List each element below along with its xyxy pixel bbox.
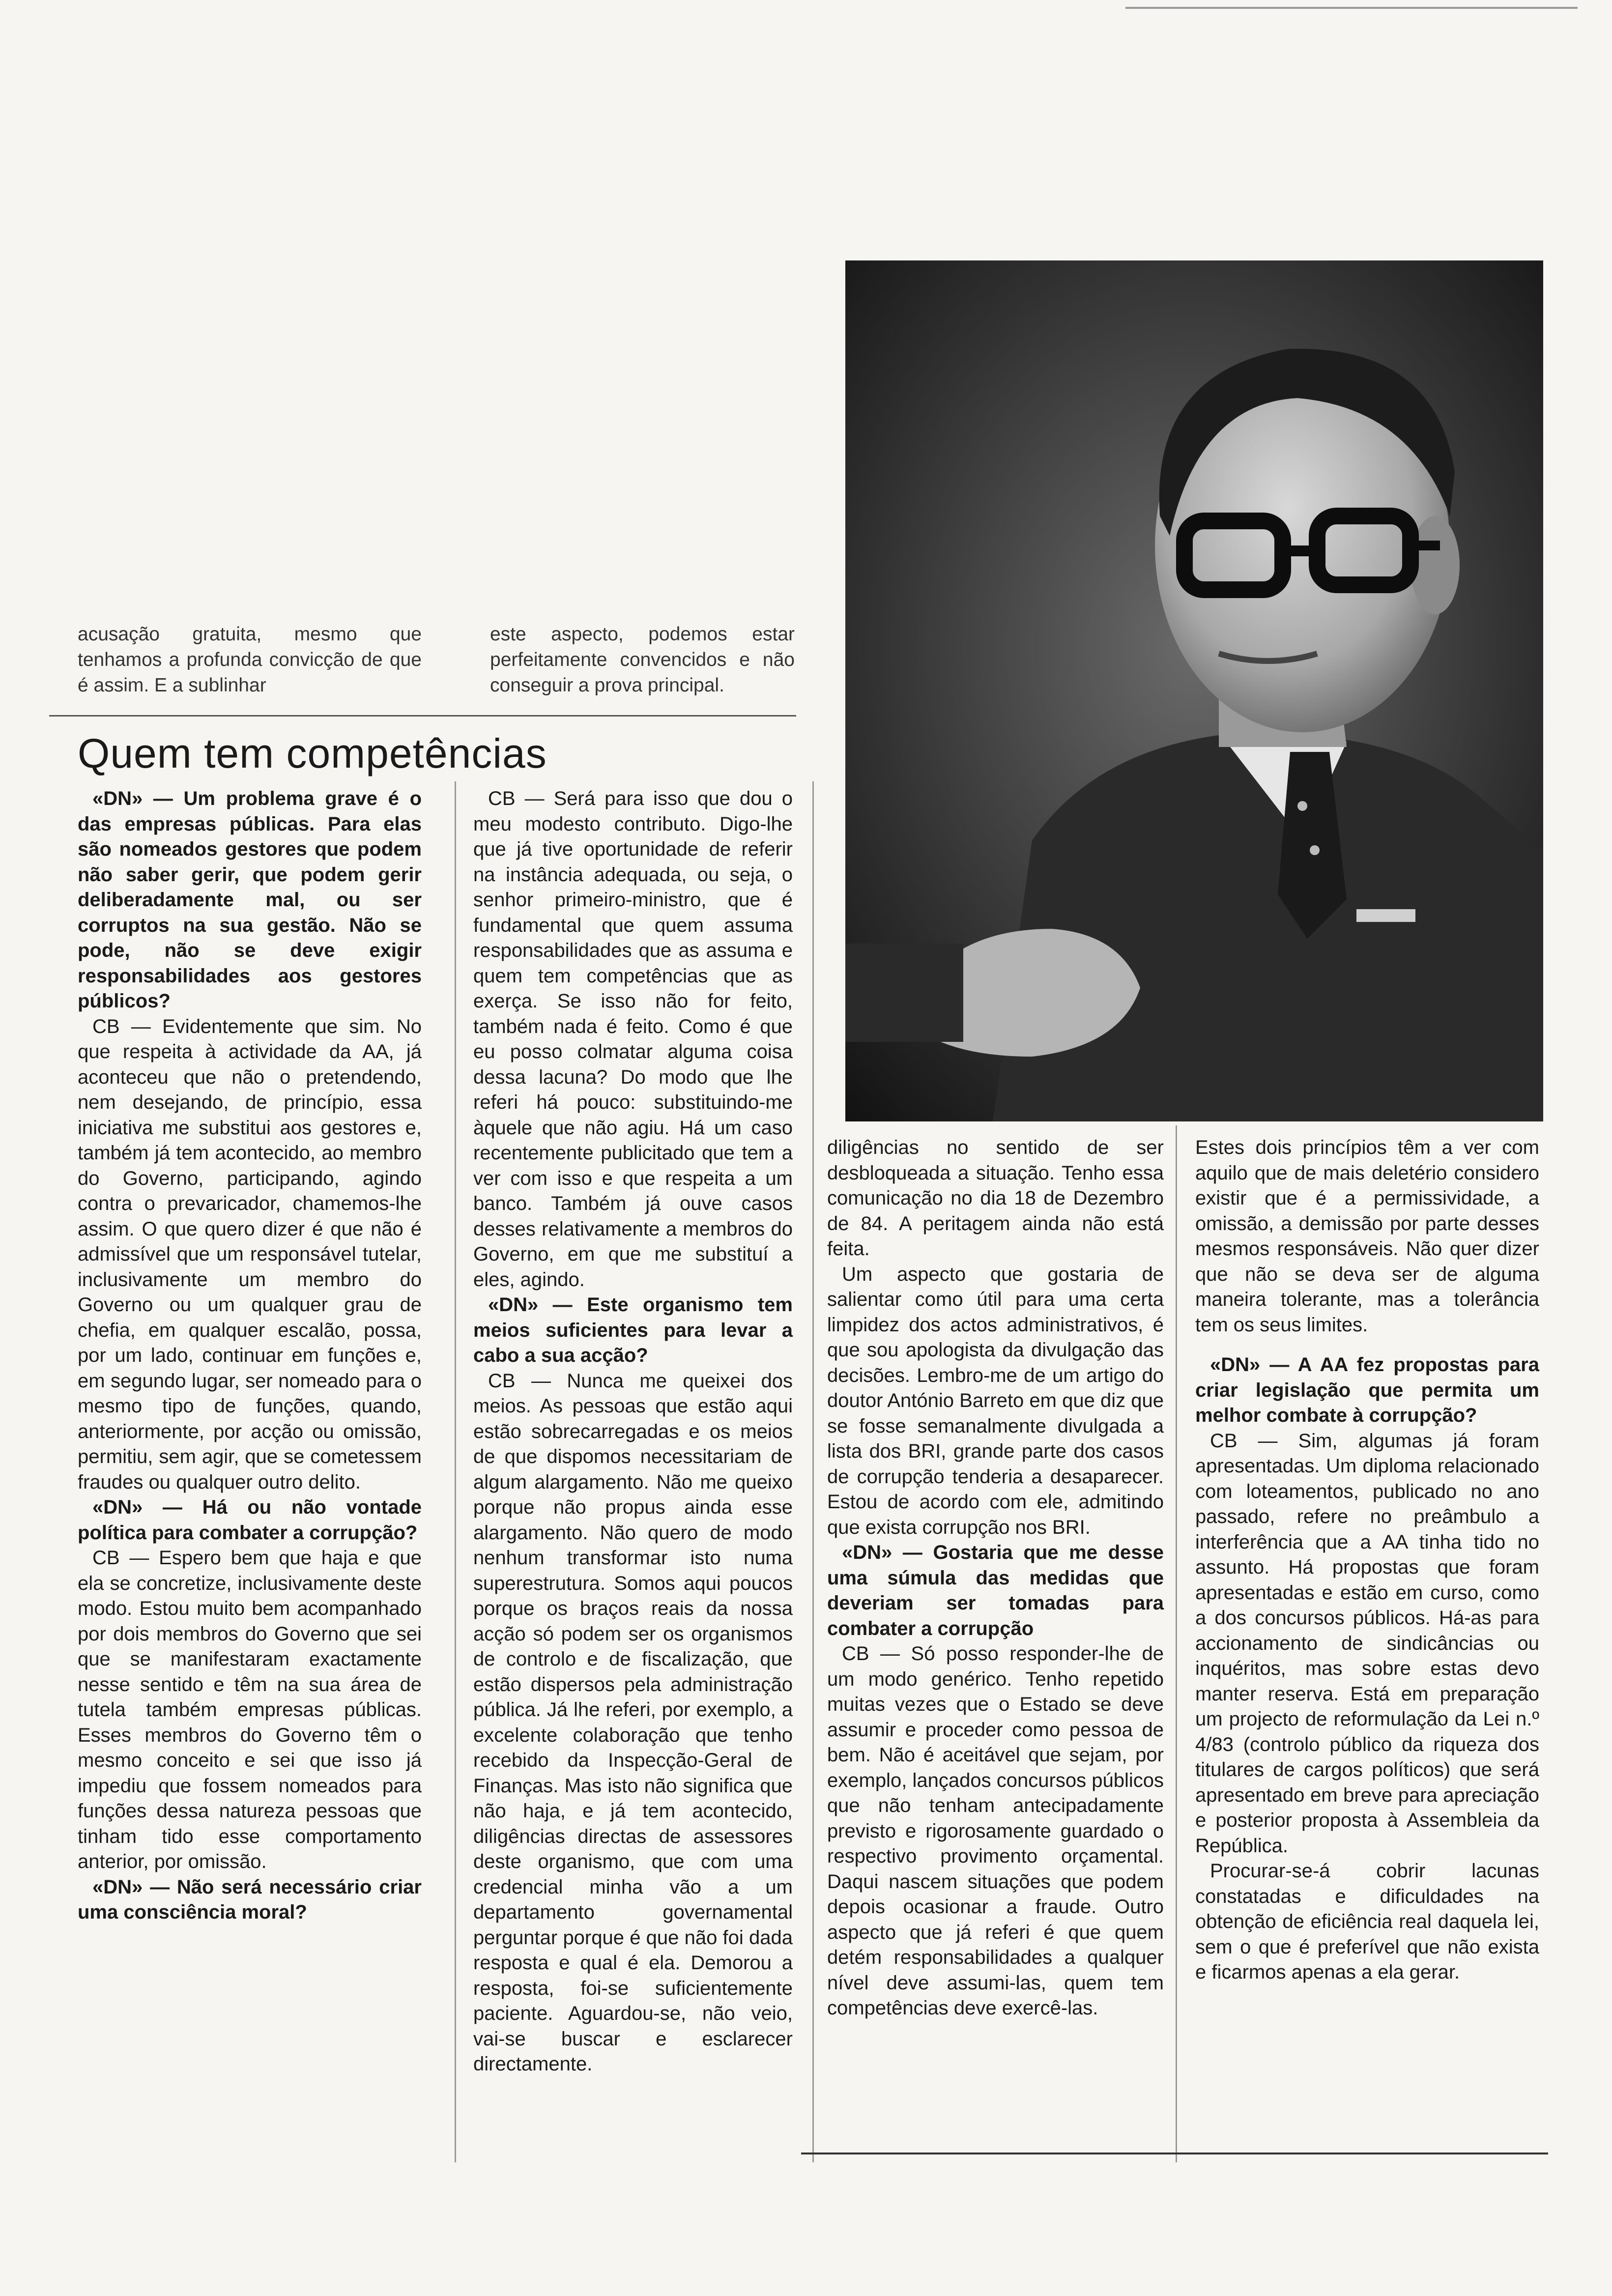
question: «DN» — Não será necessário criar uma consciência moral?	[78, 1876, 422, 1923]
column-divider-1	[455, 781, 456, 2162]
column-divider-3	[1176, 1125, 1177, 2162]
answer: CB — Será para isso que dou o meu modesto contributo. Digo-lhe que já tive oportunidade de referir na instância adequada, ou seja, o senhor primeiro-ministro, que é fundamental que quem assuma responsabilidades que as assuma e quem tem competências que as exerça. Se isso não for feito, também nada é feito. Como é que eu posso colmatar alguma coisa dessa lacuna? Do modo que lhe referi há pouco: substituindo-me àquele que não agiu. Há um caso recentemente publicitado que tem a ver com isso e que respeita a um banco. Também já ouve casos desses relativamente a membros do Governo, em que me substituí a eles, agindo.	[473, 788, 793, 1291]
article-column-4	[1195, 1135, 1539, 1985]
answer: Procurar-se-á cobrir lacunas constatadas e dificuldades na obtenção de eficiência real daquela lei, sem o que é preferível que não exista e ficarmos apenas a ela gerar.	[1195, 1860, 1539, 1983]
column-divider-2	[812, 781, 814, 2162]
answer: Um aspecto que gostaria de salientar como útil para uma certa limpidez dos actos administrativos, é que sou apologista da divulgação das decisões. Lembro-me de um artigo do doutor António Barreto em que diz que se fosse semanalmente divulgada a lista dos BRI, grande parte dos casos de corrupção tenderia a desaparecer. Estou de acordo com ele, admitindo que exista corrupção nos BRI.	[827, 1263, 1164, 1538]
answer: CB — Nunca me queixei dos meios. As pessoas que estão aqui estão sobrecarregadas e os meios de que dispomos necessitariam de algum alargamento. Não me queixo porque não propus ainda esse alargamento. Não quero de modo nenhum transformar isto numa superestrutura. Somos aqui poucos porque os braços reais da nossa acção só podem ser os organismos de controlo e de fiscalização, que estão dispersos pela administração pública. Já lhe referi, por exemplo, a excelente colaboração que tenho recebido da Inspecção-Geral de Finanças. Mas isto não significa que não haja, e já tem acontecido, diligências directas de assessores deste organismo, que com uma credencial minha vão a um departamento governamental perguntar porque é que não foi dada resposta e qual é ela. Demorou a resposta, foi-se suficientemente paciente. Aguardou-se, não veio, vai-se buscar e esclarecer directamente.	[473, 1370, 793, 2075]
question: «DN» — A AA fez propostas para criar legislação que permita um melhor combate à corrupção?	[1195, 1354, 1539, 1426]
answer: CB — Sim, algumas já foram apresentadas. Um diploma relacionado com loteamentos, publicado no ano passado, refere no preâmbulo a interferência que a AA tinha tido no assunto. Há propostas que foram apresentadas e estão em curso, como a dos concursos públicos. Há-as para accionamento de sindicâncias ou inquéritos, mas sobre estas devo manter reserva. Está em preparação um projecto de reformulação da Lei n.º 4/83 (controlo público da riqueza dos titulares de cargos políticos) que será apresentado em breve para apreciação e posterior proposta à Assembleia da República.	[1195, 1430, 1539, 1857]
top-edge-rule	[1125, 7, 1578, 9]
answer: CB — Evidentemente que sim. No que respeita à actividade da AA, já aconteceu que não o pretendendo, nem desejando, de princípio, essa iniciativa me substitui aos gestores e, também já tem acontecido, ao membro do Governo, participando, agindo contra o prevaricador, chamemos-lhe assim. O que quero dizer é que não é admissível que um responsável tutelar, inclusivamente um membro do Governo ou um qualquer grau de chefia, em qualquer escalão, possa, por um lado, continuar em funções e, em segundo lugar, ser nomeado para o mesmo tipo de funções, quando, anteriormente, por acção ou omissão, permitiu, sem agir, que se cometessem fraudes ou qualquer outro delito.	[78, 1015, 422, 1493]
snippet-left-text: acusação gratuita, mesmo que tenhamos a profunda convicção de que é assim. E a sublinhar	[78, 624, 422, 696]
continued-text: diligências no sentido de ser desbloqueada a situação. Tenho essa comunicação no dia 18 de Dezembro de 84. A peritagem ainda não está feita.	[827, 1137, 1164, 1260]
article-column-3	[827, 1135, 1164, 2021]
previous-text-left	[78, 622, 422, 698]
answer: CB — Só posso responder-lhe de um modo genérico. Tenho repetido muitas vezes que o Estado se deve assumir e proceder como pessoa de bem. Não é aceitável que sejam, por exemplo, lançados concursos públicos que não tenham antecipadamente previsto e rigorosamente guardado o respectivo provimento orçamental. Daqui nascem situações que podem depois ocasionar a fraude. Outro aspecto que já referi é que quem detém responsabilidades a qualquer nível deve assumi-las, quem tem competências deve exercê-las.	[827, 1643, 1164, 2019]
article-column-2	[473, 786, 793, 2077]
portrait-image	[845, 260, 1543, 1121]
portrait-photo	[845, 260, 1543, 1121]
continued-text: Estes dois princípios têm a ver com aquilo que de mais deletério considero existir que é a permissividade, a omissão, a demissão por parte desses mesmos responsáveis. Não quer dizer que não se deva ser de alguma maneira tolerante, mas a tolerância tem os seus limites.	[1195, 1137, 1539, 1336]
previous-text-right	[490, 622, 795, 698]
snippet-right-text: este aspecto, podemos estar perfeitamente convencidos e não conseguir a prova principal.	[490, 624, 795, 696]
answer: CB — Espero bem que haja e que ela se concretize, inclusivamente deste modo. Estou muito bem acompanhado por dois membros do Governo que sei que se manifestaram exactamente nesse sentido e têm na sua área de tutela também empresas públicas. Esses membros do Governo têm o mesmo conceito e sei que isso já impediu que fossem nomeados para funções dessa natureza pessoas que tinham tido esse comportamento anterior, por omissão.	[78, 1547, 422, 1872]
section-headline: Quem tem competências	[78, 730, 547, 776]
section-divider	[49, 715, 796, 717]
article-column-1	[78, 786, 422, 1925]
question: «DN» — Este organismo tem meios suficientes para levar a cabo a sua acção?	[473, 1294, 793, 1366]
question: «DN» — Gostaria que me desse uma súmula das medidas que deveriam ser tomadas para combater a corrupção	[827, 1542, 1164, 1639]
question: «DN» — Há ou não vontade política para combater a corrupção?	[78, 1496, 422, 1544]
question: «DN» — Um problema grave é o das empresas públicas. Para elas são nomeados gestores que podem não saber gerir, que podem gerir deliberadamente mal, ou ser corruptos na sua gestão. Não se pode, não se deve exigir responsabilidades aos gestores públicos?	[78, 788, 422, 1012]
bottom-rule	[801, 2152, 1548, 2154]
